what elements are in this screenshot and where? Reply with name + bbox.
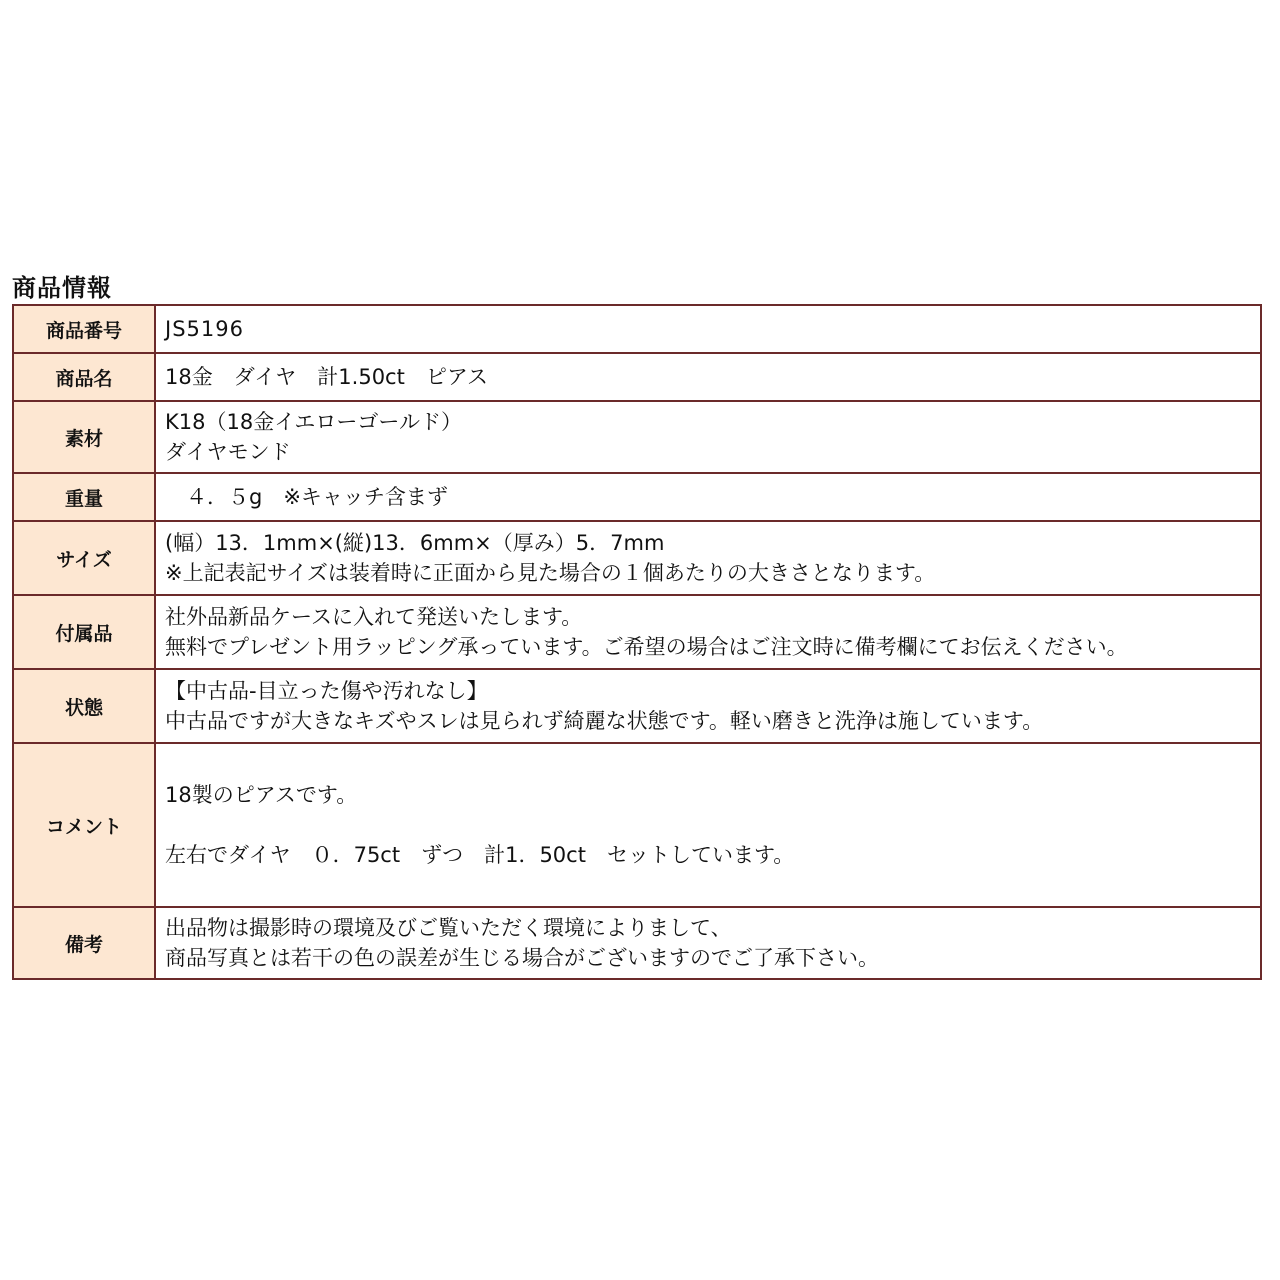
blank-line bbox=[165, 810, 1260, 840]
value-line: 左右でダイヤ ０．75ct ずつ 計1．50ct セットしています。 bbox=[165, 843, 795, 867]
row-label: 状態 bbox=[13, 669, 155, 743]
row-label: 備考 bbox=[13, 907, 155, 979]
row-label: 商品名 bbox=[13, 353, 155, 401]
row-label: 付属品 bbox=[13, 595, 155, 669]
row-value bbox=[155, 595, 1261, 669]
value-line: ４．５g ※キャッチ含まず bbox=[165, 485, 448, 509]
value-line: K18（18金イエローゴールド） bbox=[165, 410, 462, 434]
table-row-product-name bbox=[13, 353, 1261, 401]
table-row-weight bbox=[13, 473, 1261, 521]
table-row-material bbox=[13, 401, 1261, 473]
value-line: ダイヤモンド bbox=[165, 440, 291, 464]
value-line: ※上記表記サイズは装着時に正面から見た場合の１個あたりの大きさとなります。 bbox=[165, 561, 936, 585]
value-line: 商品写真とは若干の色の誤差が生じる場合がございますのでご了承下さい。 bbox=[165, 946, 879, 970]
row-label: 素材 bbox=[13, 401, 155, 473]
value-line: 出品物は撮影時の環境及びご覧いただく環境によりまして、 bbox=[165, 916, 732, 940]
value-line: 中古品ですが大きなキズやスレは見られず綺麗な状態です。軽い磨きと洗浄は施しています。 bbox=[165, 709, 1044, 733]
value-line: 18金 ダイヤ 計1.50ct ピアス bbox=[165, 365, 488, 389]
value-line: 無料でプレゼント用ラッピング承っています。ご希望の場合はご注文時に備考欄にてお伝えください。 bbox=[165, 635, 1128, 659]
section-title: 商品情報 bbox=[12, 274, 112, 302]
row-value bbox=[155, 401, 1261, 473]
table-row-accessories bbox=[13, 595, 1261, 669]
value-line: 社外品新品ケースに入れて発送いたします。 bbox=[165, 605, 583, 629]
row-label: サイズ bbox=[13, 521, 155, 595]
row-value bbox=[155, 305, 1261, 353]
row-label: 重量 bbox=[13, 473, 155, 521]
row-label: コメント bbox=[13, 743, 155, 907]
table-row-size bbox=[13, 521, 1261, 595]
row-value bbox=[155, 521, 1261, 595]
row-value bbox=[155, 353, 1261, 401]
product-info-table bbox=[12, 304, 1262, 980]
row-value bbox=[155, 669, 1261, 743]
value-line: 【中古品-目立った傷や汚れなし】 bbox=[165, 679, 488, 703]
value-line: 18製のピアスです。 bbox=[165, 783, 358, 807]
table-row-condition bbox=[13, 669, 1261, 743]
value-line: JS5196 bbox=[165, 317, 244, 341]
table-row-notes bbox=[13, 907, 1261, 979]
row-value bbox=[155, 743, 1261, 907]
row-value bbox=[155, 473, 1261, 521]
row-label: 商品番号 bbox=[13, 305, 155, 353]
value-line: (幅）13．1mm×(縦)13．6mm×（厚み）5．7mm bbox=[165, 531, 665, 555]
table-row-comment bbox=[13, 743, 1261, 907]
table-row-product-number bbox=[13, 305, 1261, 353]
row-value bbox=[155, 907, 1261, 979]
